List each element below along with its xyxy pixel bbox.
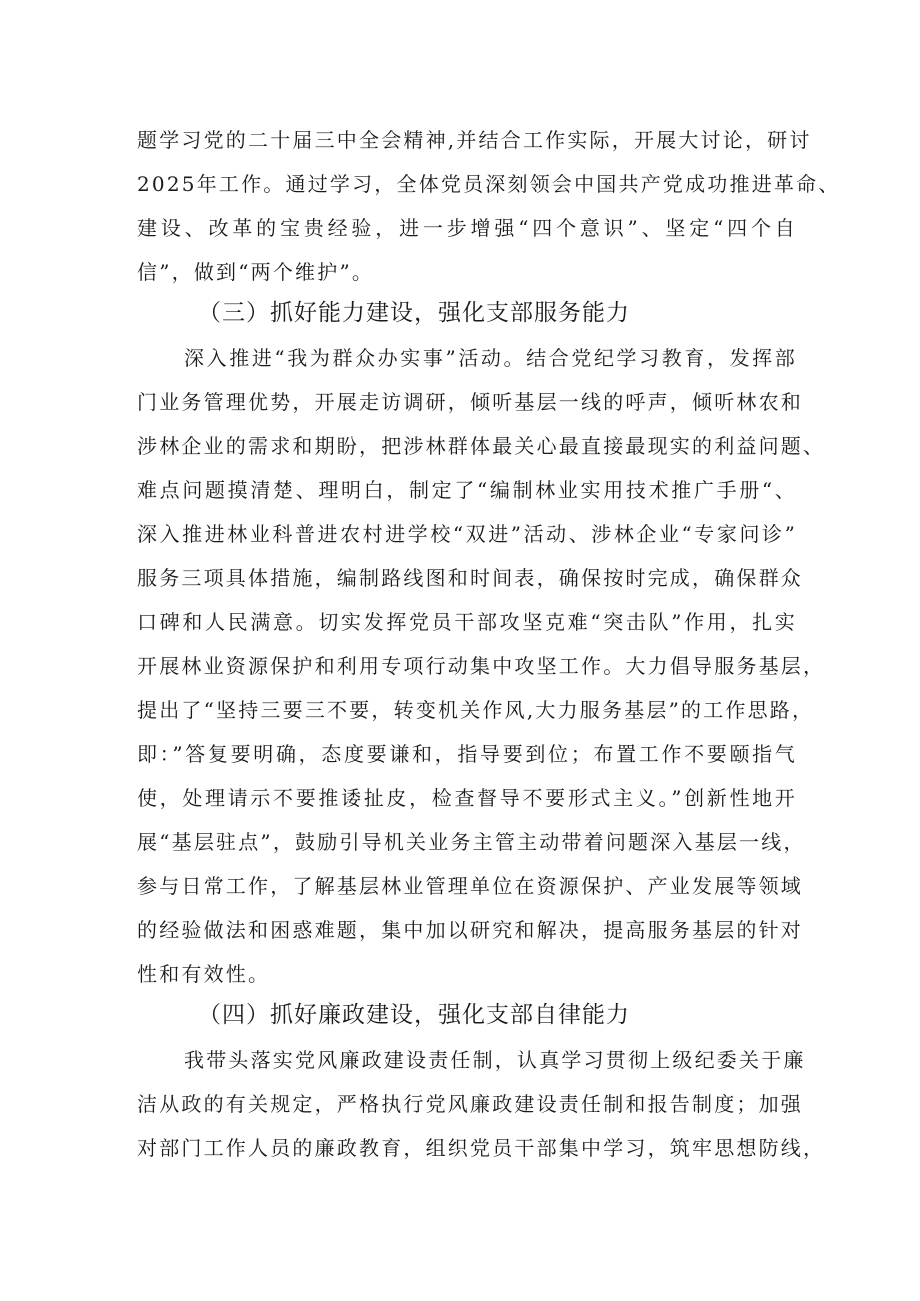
text-line: 深入推进林业科普进农村进学校“双进”活动、涉林企业“专家问诊” [137,522,797,546]
text-line: 洁从政的有关规定，严格执行党风廉政建设责任制和报告制度；加强 [137,1092,803,1116]
text-line: 难点问题摸清楚、理明白，制定了“编制林业实用技术推广手册“、 [137,478,797,502]
text-line: 服务三项具体措施，编制路线图和时间表，确保按时完成，确保群众 [137,566,803,590]
text-line: 2025年工作。通过学习，全体党员深刻领会中国共产党成功推进革命、 [137,172,841,196]
text-line: 即：”答复要明确，态度要谦和，指导要到位；布置工作不要颐指气 [137,742,797,766]
text-line: 提出了“坚持三要三不要，转变机关作风,大力服务基层”的工作思路， [137,698,815,722]
text-line: 参与日常工作，了解基层林业管理单位在资源保护、产业发展等领域 [137,874,803,898]
text-line: 信”，做到“两个维护”。 [137,260,375,284]
text-line: 性和有效性。 [137,962,271,986]
text-line: 口碑和人民满意。切实发挥党员干部攻坚克难“突击队”作用，扎实 [137,610,797,634]
text-line: 建设、改革的宝贵经验，进一步增强“四个意识”、坚定“四个自 [137,216,797,240]
text-line: 门业务管理优势，开展走访调研，倾听基层一线的呼声，倾听林农和 [137,390,803,414]
text-line: 的经验做法和困惑难题，集中加以研究和解决，提高服务基层的针对 [137,918,803,942]
text-line: 使，处理请示不要推诿扯皮，检查督导不要形式主义。”创新性地开 [137,786,797,810]
text-line: 开展林业资源保护和利用专项行动集中攻坚工作。大力倡导服务基层， [137,654,826,678]
section-heading-3: （三）抓好能力建设，强化支部服务能力 [198,300,630,326]
text-line: 展“基层驻点”，鼓励引导机关业务主管主动带着问题深入基层一线， [137,830,806,854]
text-line: 我带头落实党风廉政建设责任制，认真学习贯彻上级纪委关于廉 [184,1048,806,1072]
text-line: 深入推进“我为群众办实事”活动。结合党纪学习教育，发挥部 [184,346,797,370]
text-line: 对部门工作人员的廉政教育，组织党员干部集中学习，筑牢思想防线， [137,1136,826,1160]
text-line: 涉林企业的需求和期盼，把涉林群体最关心最直接最现实的利益问题、 [137,434,826,458]
text-line: 题学习党的二十届三中全会精神,并结合工作实际，开展大讨论，研讨 [137,128,812,152]
section-heading-4: （四）抓好廉政建设，强化支部自律能力 [198,1002,630,1028]
